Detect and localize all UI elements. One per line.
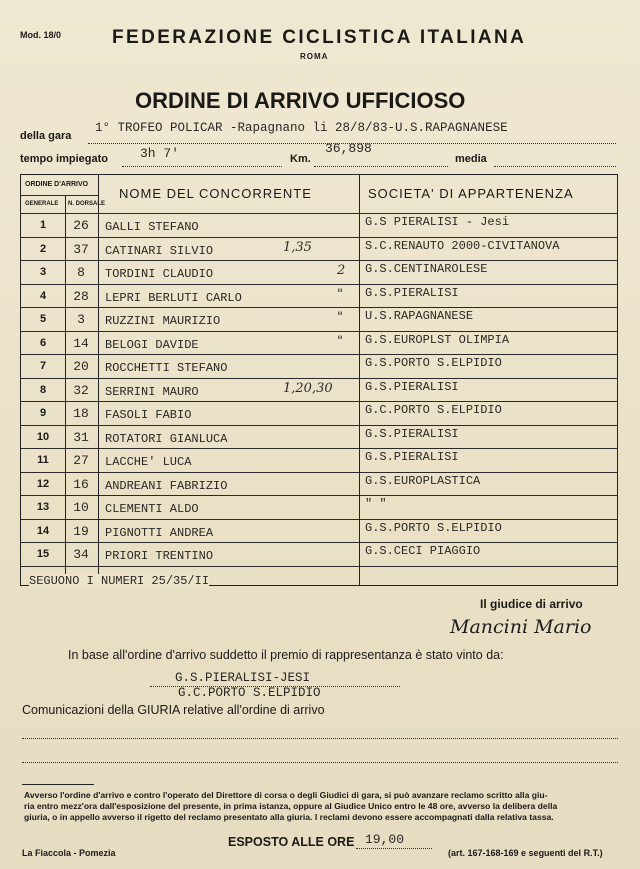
row-name: TORDINI CLAUDIO bbox=[105, 267, 214, 281]
generale-header: GENERALE bbox=[25, 201, 59, 207]
jury-line-2 bbox=[22, 762, 618, 763]
row-divider bbox=[21, 284, 617, 285]
media-label: media bbox=[455, 153, 487, 165]
row-society: G.S.PIERALISI bbox=[365, 426, 459, 441]
row-name: CLEMENTI ALDO bbox=[105, 502, 199, 516]
row-divider bbox=[21, 378, 617, 379]
row-position: 12 bbox=[36, 477, 50, 490]
row-society: G.C.PORTO S.ELPIDIO bbox=[365, 403, 502, 417]
row-bib: 14 bbox=[73, 335, 89, 351]
row-position: 4 bbox=[39, 289, 47, 302]
row-society: " " bbox=[365, 497, 387, 511]
row-name: SERRINI MAURO bbox=[105, 384, 199, 399]
exposure-line bbox=[356, 848, 432, 849]
prize-winner-2: G.C.PORTO S.ELPIDIO bbox=[178, 686, 321, 700]
judge-signature: Mancini Mario bbox=[450, 616, 592, 638]
notice-line-1: Avverso l'ordine d'arrivo e contro l'operato del Direttore di corsa o degli Giudici di gara, si può avanzare reclamo scritto alla giu- bbox=[24, 790, 548, 800]
row-bib: 16 bbox=[73, 476, 89, 492]
row-bib: 10 bbox=[73, 500, 89, 515]
row-name: CATINARI SILVIO bbox=[105, 243, 214, 258]
row-society: G.S.PORTO S.ELPIDIO bbox=[365, 356, 502, 370]
gara-value: 1° TROFEO POLICAR -Rapagnano li 28/8/83-U.S.RAPAGNANESE bbox=[95, 121, 508, 135]
row-divider bbox=[21, 237, 617, 238]
row-divider bbox=[21, 519, 617, 520]
printer-name: La Fiaccola - Pomezia bbox=[22, 848, 116, 858]
km-value: 36,898 bbox=[325, 141, 372, 156]
federation-city: ROMA bbox=[300, 52, 329, 61]
row-divider bbox=[21, 401, 617, 402]
dorsale-header: N. DORSALE bbox=[68, 201, 106, 207]
judge-label: Il giudice di arrivo bbox=[480, 597, 583, 611]
tempo-label: tempo impiegato bbox=[20, 153, 109, 165]
jury-label: Comunicazioni della GIURIA relative all'ordine di arrivo bbox=[22, 703, 325, 717]
row-society: G.S.PIERALISI bbox=[365, 379, 459, 394]
row-bib: 19 bbox=[73, 523, 89, 539]
row-position: 15 bbox=[36, 548, 50, 560]
tempo-value: 3h 7' bbox=[140, 146, 180, 161]
row-society: G.S.EUROPLST OLIMPIA bbox=[365, 332, 510, 347]
tempo-line bbox=[122, 166, 282, 167]
row-society: G.S.CENTINAROLESE bbox=[365, 262, 488, 276]
row-bib: 32 bbox=[73, 382, 89, 398]
header-split bbox=[21, 195, 98, 196]
row-note: " bbox=[337, 333, 343, 349]
jury-line-1 bbox=[22, 738, 618, 739]
notice-line-3: giuria, o in appello avverso il rigetto del reclamo presentato alla giuria. I reclami devono essere accompagnati dalla relativa tassa. bbox=[24, 812, 554, 822]
notice-line-2: ria entro mezz'ora dall'esposizione del presente, in prima istanza, oppure al Giudice Unico entro le 48 ore, avverso la delibera della bbox=[24, 801, 558, 811]
row-bib: 8 bbox=[77, 265, 85, 280]
row-bib: 37 bbox=[73, 241, 89, 257]
row-society: U.S.RAPAGNANESE bbox=[365, 309, 474, 323]
row-divider bbox=[21, 307, 617, 308]
row-note: " bbox=[337, 310, 343, 325]
row-bib: 26 bbox=[73, 218, 89, 233]
row-divider bbox=[21, 260, 617, 261]
row-name: GALLI STEFANO bbox=[105, 220, 199, 234]
row-bib: 34 bbox=[73, 547, 89, 562]
row-position: 6 bbox=[39, 336, 47, 349]
row-bib: 20 bbox=[73, 359, 89, 374]
page-title: ORDINE DI ARRIVO UFFICIOSO bbox=[135, 88, 466, 113]
row-society: G.S.EUROPLASTICA bbox=[365, 473, 481, 488]
row-note: 2 bbox=[337, 263, 346, 278]
row-name: LACCHE' LUCA bbox=[105, 455, 192, 469]
row-name: ANDREANI FABRIZIO bbox=[105, 478, 228, 493]
row-bib: 31 bbox=[73, 429, 89, 445]
media-line bbox=[494, 166, 616, 167]
row-society: G.S.CECI PIAGGIO bbox=[365, 544, 481, 558]
prize-text: In base all'ordine d'arrivo suddetto il premio di rappresentanza è stato vinto da: bbox=[68, 648, 504, 662]
row-society: G.S.PORTO S.ELPIDIO bbox=[365, 520, 502, 535]
row-divider bbox=[21, 448, 617, 449]
row-name: ROCCHETTI STEFANO bbox=[105, 361, 228, 375]
exposure-label: ESPOSTO ALLE ORE bbox=[228, 835, 355, 849]
row-position: 13 bbox=[36, 501, 50, 513]
federation-name: FEDERAZIONE CICLISTICA ITALIANA bbox=[112, 27, 527, 48]
row-bib: 3 bbox=[77, 312, 85, 327]
row-position: 11 bbox=[37, 454, 49, 466]
row-position: 5 bbox=[39, 313, 47, 325]
row-note: " bbox=[337, 286, 343, 302]
row-position: 2 bbox=[39, 242, 47, 255]
order-header: ORDINE D'ARRIVO bbox=[25, 181, 89, 188]
prize-winner-1: G.S.PIERALISI-JESI bbox=[175, 671, 311, 685]
row-position: 8 bbox=[39, 383, 47, 396]
row-name: PIGNOTTI ANDREA bbox=[105, 525, 214, 540]
form-code: Mod. 18/0 bbox=[20, 30, 62, 40]
row-divider bbox=[21, 425, 617, 426]
row-position: 3 bbox=[39, 266, 47, 278]
row-position: 1 bbox=[39, 219, 47, 231]
arrival-table bbox=[20, 174, 618, 586]
row-bib: 18 bbox=[73, 406, 89, 421]
society-header: SOCIETA' DI APPARTENENZA bbox=[368, 186, 574, 201]
row-bib: 27 bbox=[73, 453, 89, 468]
row-name: LEPRI BERLUTI CARLO bbox=[105, 290, 242, 305]
row-note: 1,20,30 bbox=[283, 380, 333, 396]
row-divider bbox=[21, 331, 617, 332]
row-name: ROTATORI GIANLUCA bbox=[105, 431, 228, 446]
exposure-value: 19,00 bbox=[365, 832, 405, 847]
row-society: S.C.RENAUTO 2000-CIVITANOVA bbox=[365, 238, 560, 253]
row-bib: 28 bbox=[73, 288, 89, 304]
km-line bbox=[314, 166, 448, 167]
row-name: FASOLI FABIO bbox=[105, 408, 192, 422]
km-label: Km. bbox=[290, 153, 311, 165]
row-name: PRIORI TRENTINO bbox=[105, 549, 214, 563]
gara-label: della gara bbox=[20, 130, 72, 142]
row-note: 1,35 bbox=[283, 239, 312, 255]
row-society: G.S.PIERALISI bbox=[365, 285, 459, 300]
row-name: BELOGI DAVIDE bbox=[105, 337, 199, 352]
row-divider bbox=[21, 495, 617, 496]
row-society: G.S PIERALISI - Jesi bbox=[365, 215, 510, 229]
row-name: RUZZINI MAURIZIO bbox=[105, 314, 221, 328]
header-bottom bbox=[21, 213, 617, 214]
row-position: 9 bbox=[39, 407, 47, 419]
notice-rule bbox=[22, 784, 94, 785]
row-divider bbox=[21, 472, 617, 473]
row-position: 14 bbox=[36, 524, 50, 537]
row-divider bbox=[21, 542, 617, 543]
row-divider bbox=[21, 566, 617, 567]
row-divider bbox=[21, 354, 617, 355]
row-position: 10 bbox=[36, 430, 50, 443]
row-position: 7 bbox=[39, 360, 47, 372]
name-header: NOME DEL CONCORRENTE bbox=[119, 186, 312, 201]
articles-ref: (art. 167-168-169 e seguenti del R.T.) bbox=[448, 848, 603, 858]
row-society: G.S.PIERALISI bbox=[365, 450, 459, 464]
footer-note: SEGUONO I NUMERI 25/35/II bbox=[29, 574, 210, 588]
